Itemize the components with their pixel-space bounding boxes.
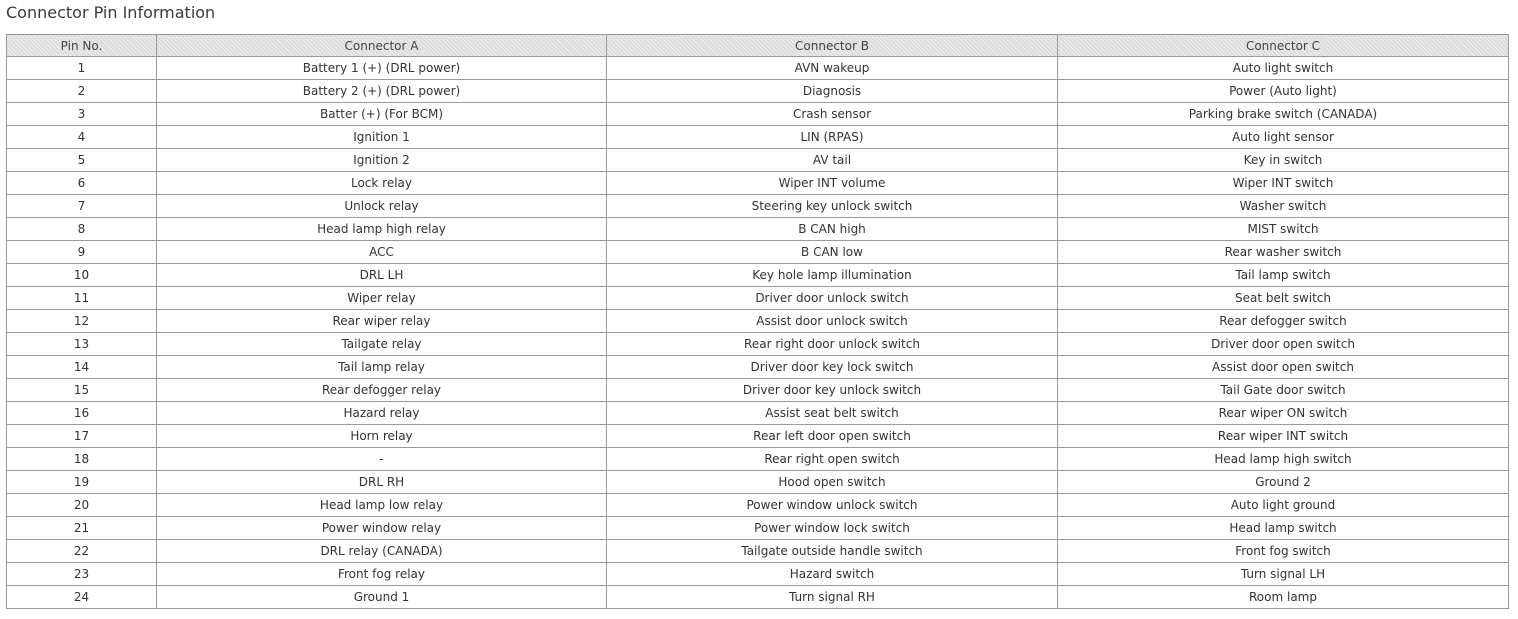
connector-b-cell: Tailgate outside handle switch: [607, 540, 1058, 563]
connector-b-cell: B CAN low: [607, 241, 1058, 264]
connector-a-cell: ACC: [157, 241, 607, 264]
table-row: [7, 540, 1509, 563]
table-row: [7, 264, 1509, 287]
column-header-connector-a: Connector A: [157, 35, 607, 57]
connector-a-cell: DRL relay (CANADA): [157, 540, 607, 563]
connector-c-cell: Parking brake switch (CANADA): [1058, 103, 1509, 126]
table-row: [7, 586, 1509, 609]
connector-a-cell: Rear wiper relay: [157, 310, 607, 333]
connector-b-cell: Power window lock switch: [607, 517, 1058, 540]
connector-c-cell: Auto light sensor: [1058, 126, 1509, 149]
table-row: [7, 333, 1509, 356]
connector-b-cell: Steering key unlock switch: [607, 195, 1058, 218]
connector-b-cell: Rear right open switch: [607, 448, 1058, 471]
connector-pin-table: [6, 34, 1509, 609]
table-row: [7, 563, 1509, 586]
table-row: [7, 195, 1509, 218]
connector-a-cell: Front fog relay: [157, 563, 607, 586]
column-header-connector-b: Connector B: [607, 35, 1058, 57]
connector-a-cell: -: [157, 448, 607, 471]
pin-number-cell: 6: [7, 172, 157, 195]
table-row: [7, 425, 1509, 448]
connector-a-cell: Unlock relay: [157, 195, 607, 218]
pin-number-cell: 7: [7, 195, 157, 218]
connector-b-cell: Wiper INT volume: [607, 172, 1058, 195]
connector-b-cell: Power window unlock switch: [607, 494, 1058, 517]
connector-a-cell: Tail lamp relay: [157, 356, 607, 379]
connector-c-cell: Assist door open switch: [1058, 356, 1509, 379]
connector-a-cell: DRL RH: [157, 471, 607, 494]
table-row: [7, 310, 1509, 333]
connector-c-cell: Auto light ground: [1058, 494, 1509, 517]
pin-number-cell: 17: [7, 425, 157, 448]
page-title: Connector Pin Information: [6, 3, 216, 22]
connector-b-cell: Assist seat belt switch: [607, 402, 1058, 425]
connector-a-cell: Head lamp low relay: [157, 494, 607, 517]
pin-number-cell: 1: [7, 57, 157, 80]
table-row: [7, 517, 1509, 540]
table-header: [7, 35, 1509, 57]
connector-a-cell: DRL LH: [157, 264, 607, 287]
pin-number-cell: 10: [7, 264, 157, 287]
connector-c-cell: Driver door open switch: [1058, 333, 1509, 356]
pin-number-cell: 8: [7, 218, 157, 241]
connector-a-cell: Batter (+) (For BCM): [157, 103, 607, 126]
connector-b-cell: AVN wakeup: [607, 57, 1058, 80]
table-row: [7, 149, 1509, 172]
connector-c-cell: Ground 2: [1058, 471, 1509, 494]
connector-b-cell: Assist door unlock switch: [607, 310, 1058, 333]
pin-number-cell: 20: [7, 494, 157, 517]
header-row: [7, 35, 1509, 57]
connector-a-cell: Wiper relay: [157, 287, 607, 310]
pin-number-cell: 18: [7, 448, 157, 471]
connector-b-cell: Hood open switch: [607, 471, 1058, 494]
connector-c-cell: Seat belt switch: [1058, 287, 1509, 310]
connector-c-cell: Key in switch: [1058, 149, 1509, 172]
table-row: [7, 172, 1509, 195]
table-row: [7, 471, 1509, 494]
connector-c-cell: Head lamp high switch: [1058, 448, 1509, 471]
pin-number-cell: 11: [7, 287, 157, 310]
connector-a-cell: Ignition 1: [157, 126, 607, 149]
connector-b-cell: Driver door unlock switch: [607, 287, 1058, 310]
connector-b-cell: Crash sensor: [607, 103, 1058, 126]
table-row: [7, 57, 1509, 80]
connector-c-cell: Washer switch: [1058, 195, 1509, 218]
table-row: [7, 80, 1509, 103]
connector-a-cell: Ground 1: [157, 586, 607, 609]
connector-b-cell: AV tail: [607, 149, 1058, 172]
connector-a-cell: Lock relay: [157, 172, 607, 195]
table-row: [7, 494, 1509, 517]
table-row: [7, 402, 1509, 425]
connector-a-cell: Tailgate relay: [157, 333, 607, 356]
connector-a-cell: Battery 1 (+) (DRL power): [157, 57, 607, 80]
connector-b-cell: Driver door key unlock switch: [607, 379, 1058, 402]
connector-c-cell: Front fog switch: [1058, 540, 1509, 563]
pin-number-cell: 15: [7, 379, 157, 402]
table-row: [7, 218, 1509, 241]
connector-b-cell: Turn signal RH: [607, 586, 1058, 609]
connector-b-cell: LIN (RPAS): [607, 126, 1058, 149]
connector-c-cell: Tail lamp switch: [1058, 264, 1509, 287]
connector-c-cell: Turn signal LH: [1058, 563, 1509, 586]
column-header-connector-c: Connector C: [1058, 35, 1509, 57]
connector-b-cell: Driver door key lock switch: [607, 356, 1058, 379]
connector-b-cell: B CAN high: [607, 218, 1058, 241]
connector-b-cell: Rear left door open switch: [607, 425, 1058, 448]
pin-number-cell: 13: [7, 333, 157, 356]
column-header-pin-no: Pin No.: [7, 35, 157, 57]
table-row: [7, 241, 1509, 264]
connector-c-cell: Tail Gate door switch: [1058, 379, 1509, 402]
pin-number-cell: 14: [7, 356, 157, 379]
connector-c-cell: Rear wiper INT switch: [1058, 425, 1509, 448]
connector-a-cell: Horn relay: [157, 425, 607, 448]
connector-a-cell: Rear defogger relay: [157, 379, 607, 402]
connector-a-cell: Ignition 2: [157, 149, 607, 172]
pin-number-cell: 12: [7, 310, 157, 333]
table-body: [7, 57, 1509, 609]
connector-b-cell: Hazard switch: [607, 563, 1058, 586]
pin-number-cell: 23: [7, 563, 157, 586]
pin-number-cell: 9: [7, 241, 157, 264]
table-row: [7, 379, 1509, 402]
connector-c-cell: Rear washer switch: [1058, 241, 1509, 264]
table-row: [7, 103, 1509, 126]
connector-a-cell: Head lamp high relay: [157, 218, 607, 241]
connector-a-cell: Power window relay: [157, 517, 607, 540]
table-row: [7, 448, 1509, 471]
pin-number-cell: 4: [7, 126, 157, 149]
connector-c-cell: Wiper INT switch: [1058, 172, 1509, 195]
pin-number-cell: 5: [7, 149, 157, 172]
pin-number-cell: 21: [7, 517, 157, 540]
pin-number-cell: 24: [7, 586, 157, 609]
pin-number-cell: 16: [7, 402, 157, 425]
connector-c-cell: MIST switch: [1058, 218, 1509, 241]
pin-number-cell: 22: [7, 540, 157, 563]
connector-c-cell: Head lamp switch: [1058, 517, 1509, 540]
connector-b-cell: Key hole lamp illumination: [607, 264, 1058, 287]
pin-number-cell: 3: [7, 103, 157, 126]
connector-a-cell: Hazard relay: [157, 402, 607, 425]
connector-b-cell: Diagnosis: [607, 80, 1058, 103]
connector-a-cell: Battery 2 (+) (DRL power): [157, 80, 607, 103]
connector-c-cell: Room lamp: [1058, 586, 1509, 609]
pin-number-cell: 19: [7, 471, 157, 494]
pin-number-cell: 2: [7, 80, 157, 103]
table-row: [7, 356, 1509, 379]
connector-c-cell: Power (Auto light): [1058, 80, 1509, 103]
table-row: [7, 126, 1509, 149]
table-row: [7, 287, 1509, 310]
connector-c-cell: Rear defogger switch: [1058, 310, 1509, 333]
connector-c-cell: Rear wiper ON switch: [1058, 402, 1509, 425]
connector-b-cell: Rear right door unlock switch: [607, 333, 1058, 356]
connector-c-cell: Auto light switch: [1058, 57, 1509, 80]
